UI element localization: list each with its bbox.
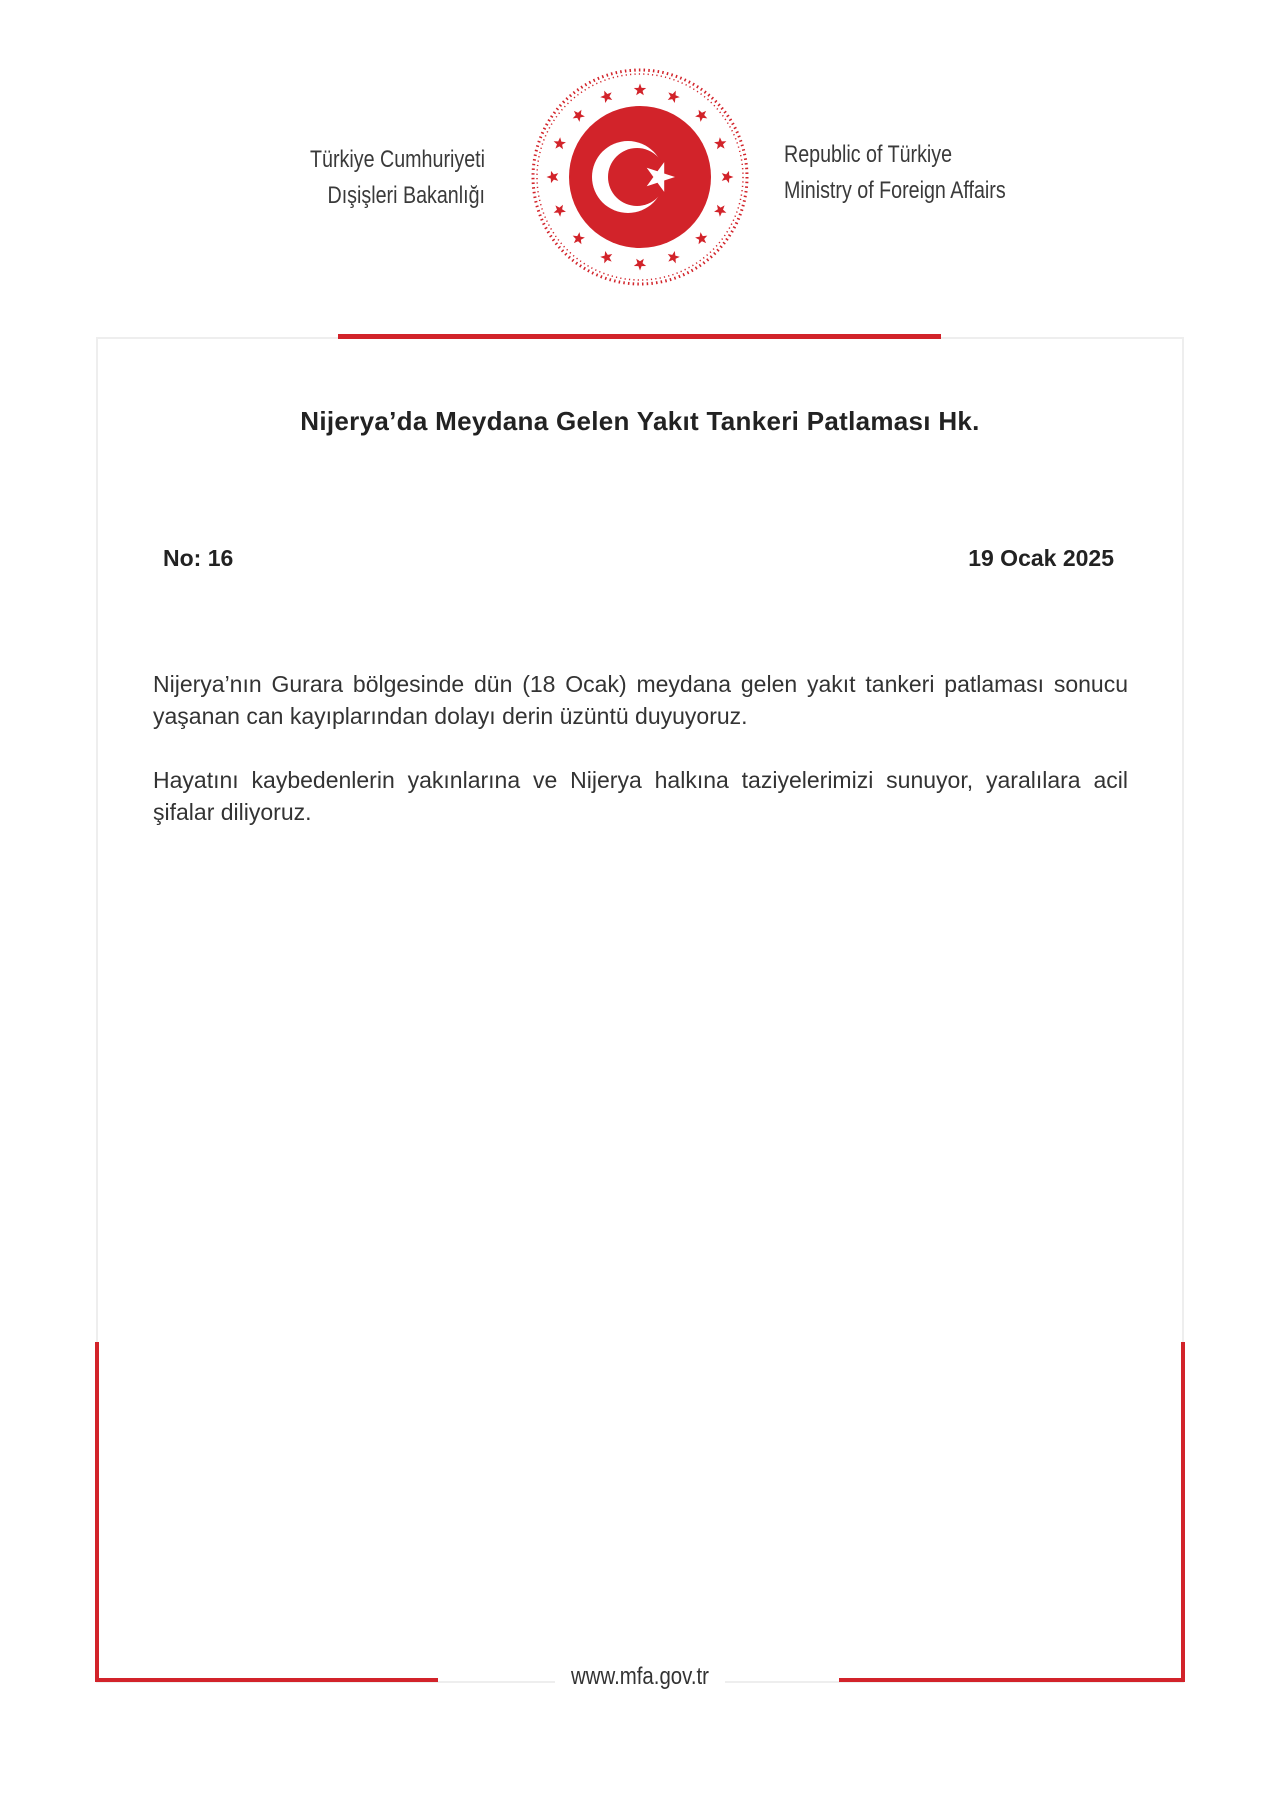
- footer-website-link[interactable]: www.mfa.gov.tr: [555, 1663, 725, 1691]
- ring-star-icon: [547, 171, 559, 183]
- ministry-name-english-line-1: Republic of Türkiye: [784, 141, 953, 168]
- top-accent-bar: [338, 334, 941, 339]
- bottom-right-accent-vertical: [1181, 1342, 1185, 1682]
- ministry-name-turkish-line-1: Türkiye Cumhuriyeti: [310, 146, 485, 173]
- ring-star-icon: [668, 251, 680, 263]
- ministry-name-english: [784, 137, 1030, 209]
- ring-star-icon: [634, 84, 646, 96]
- document-date: 19 Ocak 2025: [968, 545, 1114, 571]
- ring-star-icon: [695, 110, 707, 122]
- ministry-name-turkish: [292, 142, 485, 214]
- ring-star-icon: [600, 251, 612, 263]
- ring-star-icon: [554, 205, 566, 217]
- ring-star-icon: [573, 110, 585, 122]
- document-number: No: 16: [163, 545, 234, 571]
- bottom-left-accent-horizontal: [95, 1678, 438, 1682]
- ministry-name-english-line-2: Ministry of Foreign Affairs: [784, 177, 1006, 204]
- ring-star-icon: [668, 91, 680, 103]
- ring-star-icon: [600, 91, 612, 103]
- ministry-name-turkish-line-2: Dışişleri Bakanlığı: [327, 182, 485, 209]
- paragraph: Hayatını kaybedenlerin yakınlarına ve Nijerya halkına taziyelerimizi sunuyor, yaralılara acil şifalar diliyoruz.: [153, 767, 1128, 825]
- bottom-right-accent-horizontal: [839, 1678, 1185, 1682]
- ring-star-icon: [714, 137, 726, 149]
- document-frame: [96, 337, 1184, 1683]
- ring-star-icon: [695, 232, 707, 244]
- ring-star-icon: [634, 259, 646, 271]
- ring-star-icon: [573, 232, 585, 244]
- ring-star-icon: [554, 137, 566, 149]
- document-title: Nijerya’da Meydana Gelen Yakıt Tankeri Patlaması Hk.: [300, 406, 980, 436]
- ring-star-icon: [722, 171, 734, 183]
- crescent-star-emblem-icon: [527, 64, 753, 290]
- paragraph: Nijerya’nın Gurara bölgesinde dün (18 Ocak) meydana gelen yakıt tankeri patlaması sonucu yaşanan can kayıplarından dolayı derin üzüntü duyuyoruz.: [153, 671, 1128, 729]
- bottom-left-accent-vertical: [95, 1342, 99, 1682]
- ring-star-icon: [714, 205, 726, 217]
